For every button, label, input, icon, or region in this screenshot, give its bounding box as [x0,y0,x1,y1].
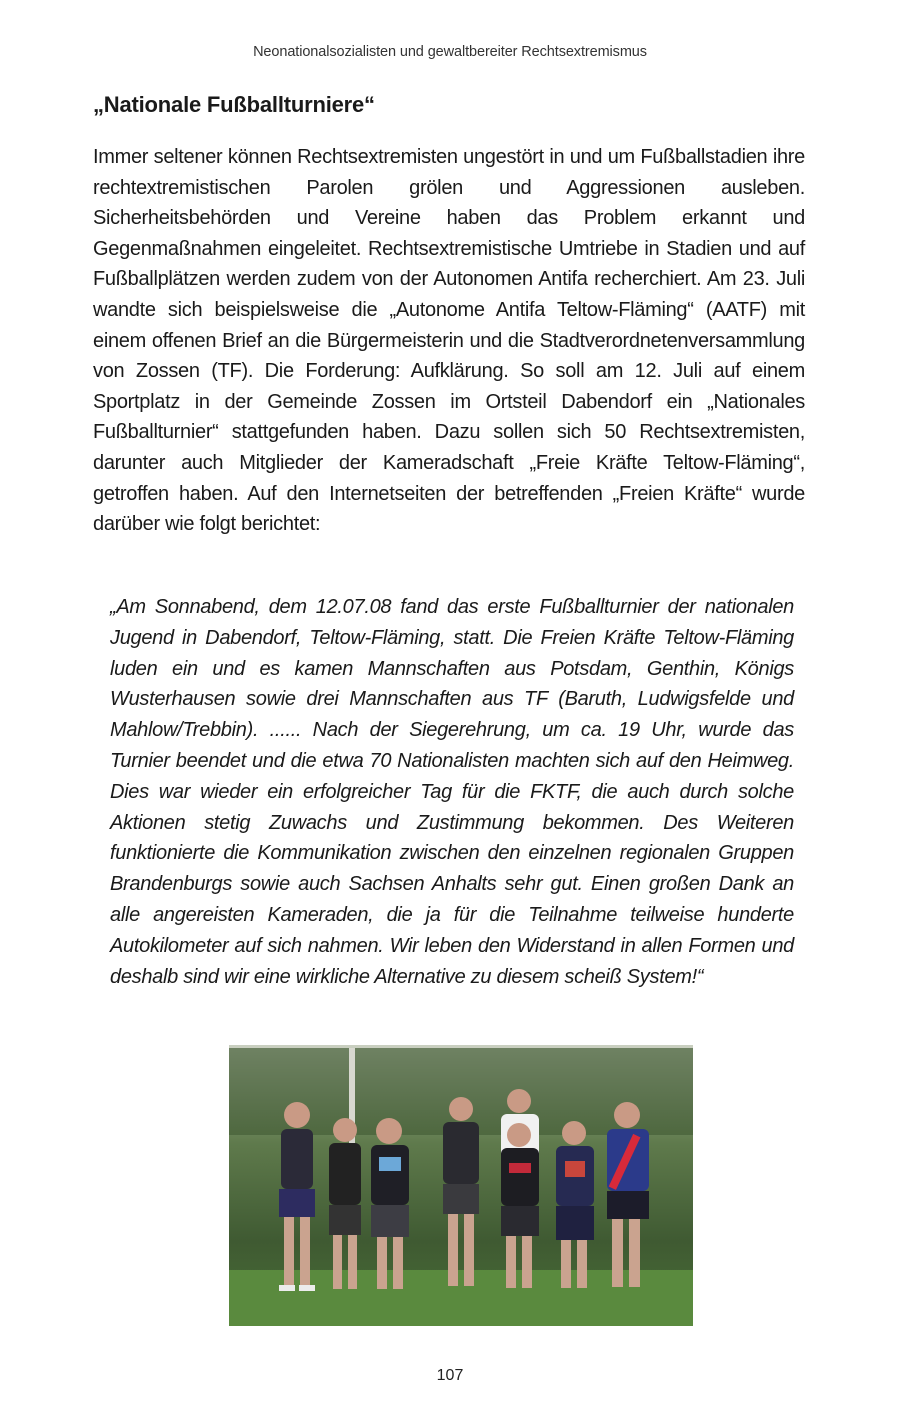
fence-top [229,1045,693,1048]
body-paragraph: Immer seltener können Rechtsextremisten ungestört in und um Fußballstadien ihre rechtextremistischen Parolen grölen und Aggressionen ausleben. Sicherheitsbehörden und Vereine haben das Problem erkannt und Gegenmaßnahmen eingeleitet. Rechtsextremistische Umtriebe in Stadien und auf Fußballplätzen werden zudem von der Autonomen Antifa recherchiert. Am 23. Juli wandte sich beispielsweise die „Autonome Antifa Teltow-Fläming“ (AATF) mit einem offenen Brief an die Bürgermeisterin und die Stadtverordnetenversammlung von Zossen (TF). Die Forderung: Aufklärung. So soll am 12. Juli auf einem Sportplatz in der Gemeinde Zossen im Ortsteil Dabendorf ein „Nationales Fußballturnier“ stattgefunden haben. Dazu sollen sich 50 Rechtsextremisten, darunter auch Mitglieder der Kameradschaft „Freie Kräfte Teltow-Fläming“, getroffen haben. Auf den Internetseiten der betreffenden „Freien Kräfte“ wurde darüber wie folgt berichtet: [93,146,805,536]
page-number: 107 [436,1367,464,1384]
grass-field [229,1270,693,1326]
team-photo-illustration [229,1045,693,1326]
running-head: Neonationalsozialisten und gewaltbereiter Rechtsextremismus [253,44,647,60]
team-photo [229,1045,693,1326]
block-quote: „Am Sonnabend, dem 12.07.08 fand das erste Fußballturnier der nationalen Jugend in Dabendorf, Teltow-Fläming, statt. Die Freien Kräfte Teltow-Fläming luden ein und es kamen Mannschaften aus Potsdam, Genthin, Königs Wusterhausen sowie drei Mannschaften aus TF (Baruth, Ludwigsfelde und Mahlow/Trebbin). ...... Nach der Siegerehrung, um ca. 19 Uhr, wurde das Turnier beendet und die etwa 70 Nationalisten machten sich auf den Heimweg. Dies war wieder ein erfolgreicher Tag für die FKTF, die auch durch solche Aktionen stetig Zuwachs und Zustimmung bekommen. Des Weiteren funktionierte die Kommunikation zwischen den einzelnen regionalen Gruppen Brandenburgs sowie auch Sachsen Anhalts sehr gut. Einen großen Dank an alle angereisten Kameraden, die ja für die Teilnahme teilweise hunderte Autokilometer auf sich nahmen. Wir leben den Widerstand in allen Formen und deshalb sind wir eine wirkliche Alternative zu diesem scheiß System!“ [110,596,794,988]
section-title: „Nationale Fußballturniere“ [93,92,375,117]
